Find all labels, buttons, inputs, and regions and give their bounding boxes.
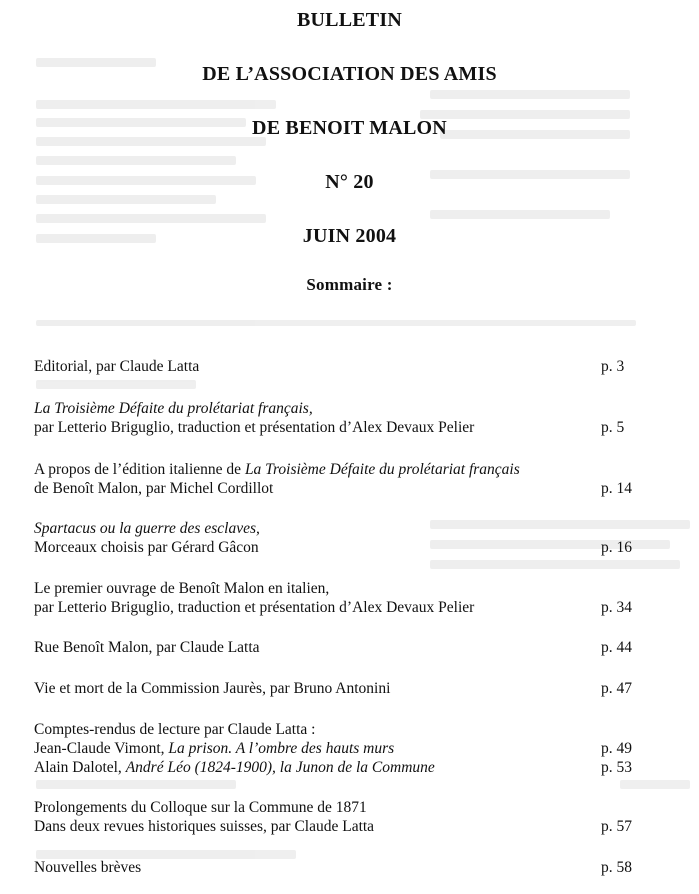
review-author: Alain Dalotel, xyxy=(34,759,126,776)
toc-entry-commission-jaures: Vie et mort de la Commission Jaurès, par Bruno Antonini xyxy=(34,680,391,697)
toc-page-nouvelles-breves: p. 58 xyxy=(601,859,632,876)
association-title: DE L’ASSOCIATION DES AMIS xyxy=(202,63,497,85)
toc-entry-premier-ouvrage-line1: Le premier ouvrage de Benoît Malon en italien, xyxy=(34,580,330,597)
toc-page-prolongements: p. 57 xyxy=(601,818,632,835)
toc-entry-editorial: Editorial, par Claude Latta xyxy=(34,358,200,375)
toc-page-rue-benoit-malon: p. 44 xyxy=(601,639,632,656)
review-title: La prison. A l’ombre des hauts murs xyxy=(168,740,395,757)
toc-entry-review-vimont xyxy=(34,740,394,758)
toc-page-editorial: p. 3 xyxy=(601,358,625,375)
bulletin-title: BULLETIN xyxy=(297,9,402,31)
toc-entry-comptes-rendus-heading: Comptes-rendus de lecture par Claude Latta : xyxy=(34,721,316,738)
toc-page-review-vimont: p. 49 xyxy=(601,740,632,757)
review-title: André Léo (1824-1900), la Junon de la Commune xyxy=(125,759,435,776)
toc-page-premier-ouvrage: p. 34 xyxy=(601,599,632,616)
toc-entry-troisieme-defaite-title: La Troisième Défaite du prolétariat français, xyxy=(34,400,313,417)
issue-date: JUIN 2004 xyxy=(302,225,397,247)
toc-entry-edition-italienne-line1 xyxy=(34,461,520,479)
toc-entry-edition-italienne-title: La Troisième Défaite du prolétariat français xyxy=(244,461,520,478)
toc-entry-rue-benoit-malon: Rue Benoît Malon, par Claude Latta xyxy=(34,639,260,656)
sommaire-heading: Sommaire : xyxy=(306,275,393,294)
toc-entry-spartacus-author: Morceaux choisis par Gérard Gâcon xyxy=(34,539,259,556)
toc-page-troisieme-defaite: p. 5 xyxy=(601,419,625,436)
issue-number: N° 20 xyxy=(325,171,374,193)
toc-entry-nouvelles-breves: Nouvelles brèves xyxy=(34,859,142,876)
review-author: Jean-Claude Vimont, xyxy=(34,740,169,757)
toc-page-commission-jaures: p. 47 xyxy=(601,680,632,697)
toc-page-review-dalotel: p. 53 xyxy=(601,759,632,776)
benoit-malon-title: DE BENOIT MALON xyxy=(252,117,447,139)
toc-entry-prolongements-line2: Dans deux revues historiques suisses, par Claude Latta xyxy=(34,818,375,835)
toc-entry-prolongements-line1: Prolongements du Colloque sur la Commune de 1871 xyxy=(34,799,367,816)
toc-entry-review-dalotel xyxy=(34,759,435,777)
toc-entry-edition-italienne-prefix: A propos de l’édition italienne de xyxy=(34,461,245,478)
toc-entry-edition-italienne-author: de Benoît Malon, par Michel Cordillot xyxy=(34,480,274,497)
toc-entry-troisieme-defaite-authors: par Letterio Briguglio, traduction et présentation d’Alex Devaux Pelier xyxy=(34,419,475,436)
toc-entry-premier-ouvrage-authors: par Letterio Briguglio, traduction et présentation d’Alex Devaux Pelier xyxy=(34,599,475,616)
toc-page-edition-italienne: p. 14 xyxy=(601,480,632,497)
toc-page-spartacus: p. 16 xyxy=(601,539,632,556)
toc-entry-spartacus-title: Spartacus ou la guerre des esclaves, xyxy=(34,520,260,537)
